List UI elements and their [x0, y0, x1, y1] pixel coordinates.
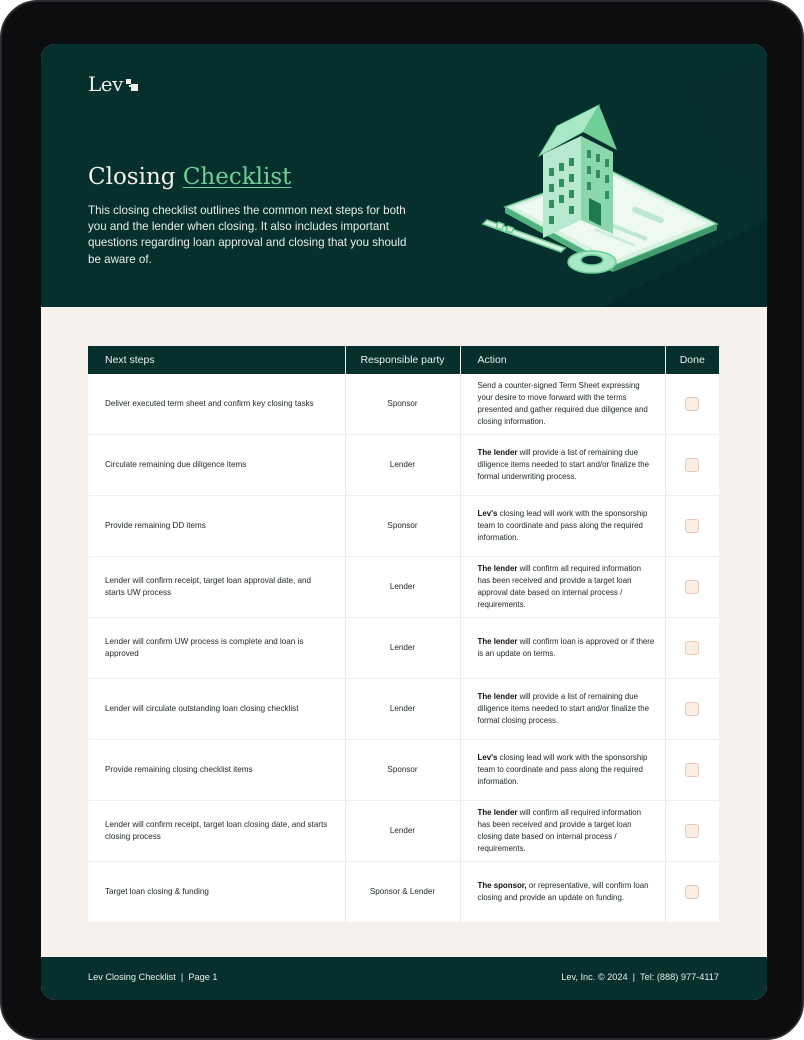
responsible-party-cell: Lender	[345, 679, 460, 740]
table-row	[88, 374, 719, 435]
page-title	[88, 162, 291, 192]
done-checkbox[interactable]	[685, 641, 699, 655]
responsible-party-cell: Sponsor	[345, 740, 460, 801]
table-row	[88, 435, 719, 496]
action-text: will confirm all required information has been received and provide a target loan closing date based on internal process / requirements.	[477, 808, 642, 853]
done-cell	[665, 740, 719, 801]
done-cell	[665, 557, 719, 618]
action-text: closing lead will work with the sponsorship team to coordinate and pass along the required information.	[477, 753, 648, 786]
done-cell	[665, 679, 719, 740]
action-text: Send a counter-signed Term Sheet expressing your desire to move forward with the terms presented and gather required due diligence and closing information.	[477, 381, 648, 426]
action-cell	[460, 679, 665, 740]
action-bold: Lev's	[477, 753, 498, 762]
done-checkbox[interactable]	[685, 702, 699, 716]
action-cell	[460, 435, 665, 496]
header-responsible-party: Responsible party	[345, 346, 460, 374]
table-row	[88, 862, 719, 923]
next-step-cell: Provide remaining closing checklist items	[88, 740, 345, 801]
responsible-party-cell: Sponsor	[345, 496, 460, 557]
table-row	[88, 679, 719, 740]
done-cell	[665, 862, 719, 923]
next-step-cell: Lender will confirm receipt, target loan closing date, and starts closing process	[88, 801, 345, 862]
action-text: will provide a list of remaining due diligence items needed to start and/or finalize the formal closing process.	[477, 692, 650, 725]
action-cell	[460, 496, 665, 557]
table-row	[88, 496, 719, 557]
table-row	[88, 557, 719, 618]
action-bold: The lender	[477, 692, 518, 701]
action-cell	[460, 557, 665, 618]
next-step-cell: Lender will circulate outstanding loan closing checklist	[88, 679, 345, 740]
done-checkbox[interactable]	[685, 458, 699, 472]
done-checkbox[interactable]	[685, 763, 699, 777]
title-accent: Checklist	[182, 164, 292, 190]
next-step-cell: Deliver executed term sheet and confirm key closing tasks	[88, 374, 345, 435]
action-cell	[460, 618, 665, 679]
responsible-party-cell: Lender	[345, 557, 460, 618]
action-bold: The sponsor,	[477, 881, 527, 890]
done-checkbox[interactable]	[685, 580, 699, 594]
action-cell	[460, 801, 665, 862]
done-cell	[665, 374, 719, 435]
action-bold: Lev's	[477, 509, 498, 518]
done-checkbox[interactable]	[685, 885, 699, 899]
next-step-cell: Circulate remaining due diligence items	[88, 435, 345, 496]
house-key-illustration	[481, 102, 731, 292]
header-action: Action	[460, 346, 665, 374]
header-done: Done	[665, 346, 719, 374]
title-plain: Closing	[88, 164, 183, 190]
next-step-cell: Lender will confirm UW process is complete and loan is approved	[88, 618, 345, 679]
action-bold: The lender	[477, 448, 518, 457]
closing-checklist-table	[88, 346, 719, 923]
next-step-cell: Lender will confirm receipt, target loan approval date, and starts UW process	[88, 557, 345, 618]
table-row	[88, 740, 719, 801]
responsible-party-cell: Sponsor	[345, 374, 460, 435]
lev-logo	[88, 69, 138, 95]
done-checkbox[interactable]	[685, 397, 699, 411]
action-bold: The lender	[477, 637, 518, 646]
responsible-party-cell: Lender	[345, 618, 460, 679]
checklist-table-container	[88, 346, 719, 923]
intro-paragraph: This closing checklist outlines the common next steps for both you and the lender when closing. It also includes important questions regarding loan approval and closing that you should be aware of.	[88, 204, 407, 266]
next-step-cell: Target loan closing & funding	[88, 862, 345, 923]
done-cell	[665, 496, 719, 557]
responsible-party-cell: Lender	[345, 435, 460, 496]
footer-company-info: Lev, Inc. © 2024 | Tel: (888) 977-4117	[561, 972, 719, 982]
action-cell	[460, 374, 665, 435]
action-text: or representative, will confirm loan closing and provide an update on funding.	[477, 881, 649, 902]
done-cell	[665, 435, 719, 496]
responsible-party-cell: Sponsor & Lender	[345, 862, 460, 923]
action-cell	[460, 740, 665, 801]
action-text: will confirm all required information has been received and provide a target loan approval date based on internal process / requirements.	[477, 564, 642, 609]
document-page	[41, 44, 767, 1000]
action-text: will provide a list of remaining due diligence items needed to start and/or finalize the formal underwriting process.	[477, 448, 650, 481]
logo-mark-icon	[126, 79, 138, 91]
header-next-steps: Next steps	[88, 346, 345, 374]
done-cell	[665, 801, 719, 862]
logo-text: Lev	[88, 72, 123, 96]
done-cell	[665, 618, 719, 679]
done-checkbox[interactable]	[685, 824, 699, 838]
action-text: will confirm loan is approved or if there is an update on terms.	[477, 637, 655, 658]
responsible-party-cell: Lender	[345, 801, 460, 862]
table-row	[88, 801, 719, 862]
footer-document-info: Lev Closing Checklist | Page 1	[88, 972, 218, 982]
action-bold: The lender	[477, 808, 518, 817]
next-step-cell: Provide remaining DD items	[88, 496, 345, 557]
action-cell	[460, 862, 665, 923]
done-checkbox[interactable]	[685, 519, 699, 533]
table-row	[88, 618, 719, 679]
page-footer	[41, 957, 767, 1000]
table-header-row	[88, 346, 719, 374]
action-text: closing lead will work with the sponsorship team to coordinate and pass along the required information.	[477, 509, 648, 542]
hero-banner	[41, 44, 767, 307]
action-bold: The lender	[477, 564, 518, 573]
